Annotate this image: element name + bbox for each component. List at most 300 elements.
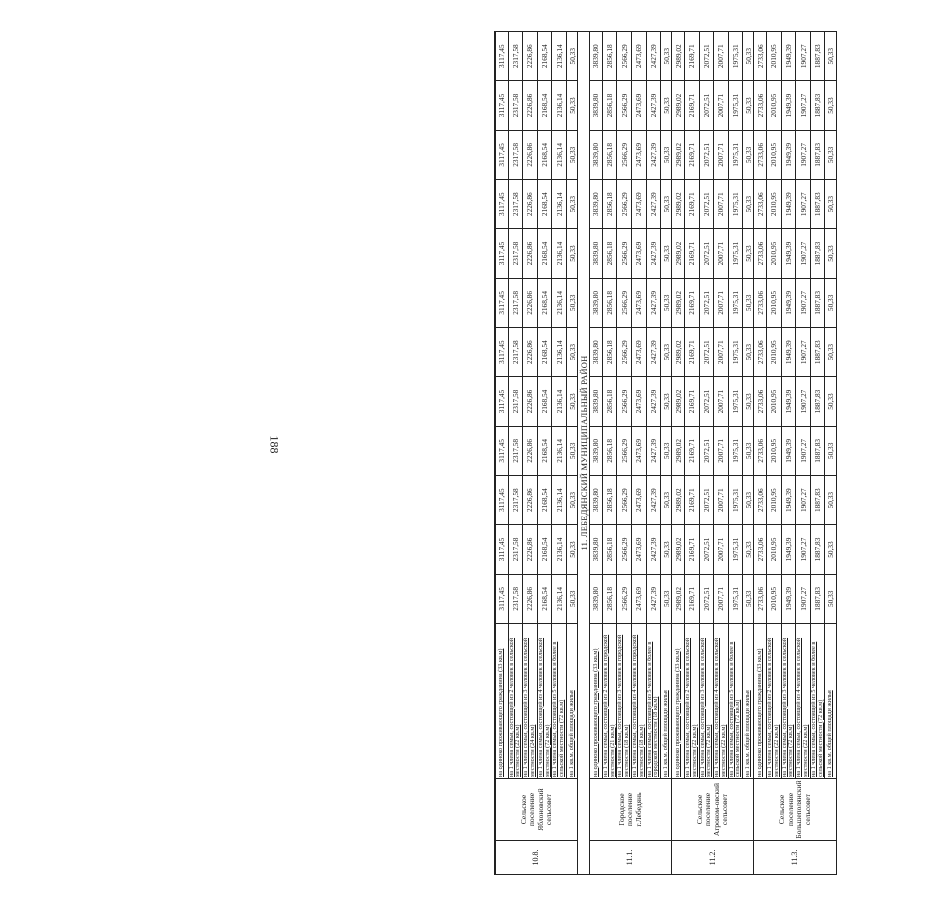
tariff-value: 3839,80 xyxy=(590,229,603,278)
tariff-value: 2007,71 xyxy=(714,476,729,525)
description-text: на одиноко проживающего гражданина (33 кв.м) xyxy=(755,648,763,777)
description-text: на 1 члена семьи, состоящей из 2 человек в сельской местности (22 кв.м) xyxy=(683,637,698,777)
tariff-value: 2733,06 xyxy=(754,278,767,327)
tariff-value: 2856,18 xyxy=(602,278,617,327)
tariff-value: 3839,80 xyxy=(590,377,603,426)
tariff-value: 50,33 xyxy=(743,525,754,574)
tariff-value: 50,33 xyxy=(566,81,577,130)
tariff-value: 3117,45 xyxy=(496,476,509,525)
tariff-value: 2226,86 xyxy=(523,328,538,377)
tariff-value: 2989,02 xyxy=(672,476,685,525)
tariff-value: 2010,95 xyxy=(767,426,782,475)
tariff-value: 2010,95 xyxy=(767,229,782,278)
tariff-value: 50,33 xyxy=(661,476,672,525)
row-description xyxy=(496,624,509,779)
tariff-value: 2427,39 xyxy=(646,377,661,426)
tariff-value: 2169,71 xyxy=(684,278,699,327)
tariff-value: 2136,14 xyxy=(552,426,567,475)
tariff-value: 1975,31 xyxy=(728,130,743,179)
tariff-value: 2007,71 xyxy=(714,278,729,327)
tariff-value: 1907,27 xyxy=(796,278,811,327)
tariff-value: 2169,71 xyxy=(684,525,699,574)
tariff-value: 50,33 xyxy=(825,574,836,623)
tariff-value: 2169,71 xyxy=(684,574,699,623)
tariff-value: 2007,71 xyxy=(714,574,729,623)
tariff-value: 2226,86 xyxy=(523,229,538,278)
tariff-value: 2007,71 xyxy=(714,180,729,229)
row-description xyxy=(754,624,767,779)
tariff-value: 1887,83 xyxy=(810,476,825,525)
tariff-value: 50,33 xyxy=(825,180,836,229)
tariff-value: 2473,69 xyxy=(631,81,646,130)
tariff-value: 50,33 xyxy=(825,377,836,426)
tariff-value: 2566,29 xyxy=(617,328,632,377)
tariff-value: 1975,31 xyxy=(728,81,743,130)
tariff-value: 1887,83 xyxy=(810,180,825,229)
tariff-value: 50,33 xyxy=(825,229,836,278)
tariff-value: 2168,54 xyxy=(537,278,552,327)
tariff-value: 50,33 xyxy=(825,525,836,574)
tariff-value: 2317,58 xyxy=(508,81,523,130)
tariff-value: 1907,27 xyxy=(796,81,811,130)
row-description xyxy=(728,624,743,779)
table-row xyxy=(496,32,509,875)
tariff-value: 1949,39 xyxy=(781,81,796,130)
tariff-value: 2473,69 xyxy=(631,328,646,377)
row-description xyxy=(537,624,552,779)
tariff-value: 3839,80 xyxy=(590,32,603,81)
tariff-value: 3839,80 xyxy=(590,130,603,179)
tariff-value: 3117,45 xyxy=(496,81,509,130)
tariff-value: 3117,45 xyxy=(496,426,509,475)
tariff-value: 1887,83 xyxy=(810,574,825,623)
tariff-value: 1887,83 xyxy=(810,328,825,377)
tariff-value: 1949,39 xyxy=(781,229,796,278)
row-description xyxy=(796,624,811,779)
tariff-value: 2317,58 xyxy=(508,525,523,574)
tariff-value: 2856,18 xyxy=(602,574,617,623)
tariff-value: 2473,69 xyxy=(631,476,646,525)
tariff-value: 2168,54 xyxy=(537,32,552,81)
tariff-value: 2856,18 xyxy=(602,180,617,229)
table-body xyxy=(495,32,837,875)
tariff-value: 50,33 xyxy=(566,525,577,574)
tariff-value: 50,33 xyxy=(661,574,672,623)
row-code: 10.8. xyxy=(496,841,578,875)
tariff-value: 2856,18 xyxy=(602,130,617,179)
table-row xyxy=(714,32,729,875)
tariff-value: 2566,29 xyxy=(617,426,632,475)
tariff-value: 50,33 xyxy=(825,426,836,475)
tariff-value: 50,33 xyxy=(566,328,577,377)
description-text: на 1 члена семьи, состоящей из 4 человек в городской местности (18 кв.м) xyxy=(630,634,645,777)
tariff-value: 2473,69 xyxy=(631,180,646,229)
tariff-value: 2169,71 xyxy=(684,377,699,426)
tariff-value: 2226,86 xyxy=(523,180,538,229)
description-text: на 1 члена семьи, состоящей из 3 человек в сельской местности (72 кв.м) xyxy=(780,637,795,777)
rotated-table-container xyxy=(494,32,929,875)
tariff-value: 50,33 xyxy=(743,426,754,475)
tariff-value: 50,33 xyxy=(743,32,754,81)
row-description xyxy=(523,624,538,779)
tariff-value: 2566,29 xyxy=(617,180,632,229)
tariff-value: 2072,51 xyxy=(699,574,714,623)
tariff-value: 2010,95 xyxy=(767,130,782,179)
row-description xyxy=(767,624,782,779)
tariff-value: 2566,29 xyxy=(617,32,632,81)
table-row xyxy=(728,32,743,875)
tariff-value: 2072,51 xyxy=(699,278,714,327)
tariff-value: 3839,80 xyxy=(590,180,603,229)
tariff-value: 50,33 xyxy=(661,377,672,426)
section-header-row xyxy=(578,32,590,875)
tariff-value: 2473,69 xyxy=(631,130,646,179)
row-description xyxy=(566,624,577,779)
tariff-value: 2010,95 xyxy=(767,278,782,327)
tariff-value: 2427,39 xyxy=(646,574,661,623)
tariff-value: 2226,86 xyxy=(523,426,538,475)
table-row xyxy=(617,32,632,875)
tariff-value: 2856,18 xyxy=(602,328,617,377)
tariff-value: 50,33 xyxy=(743,328,754,377)
tariff-value: 2473,69 xyxy=(631,32,646,81)
row-description xyxy=(684,624,699,779)
tariff-value: 2010,95 xyxy=(767,81,782,130)
tariff-value: 1907,27 xyxy=(796,476,811,525)
description-text: на 1 члена семьи, состоящей из 4 человек в сельской местности (72 кв.м) xyxy=(536,637,551,777)
tariff-value: 2007,71 xyxy=(714,130,729,179)
tariff-value: 2072,51 xyxy=(699,426,714,475)
tariff-value: 2989,02 xyxy=(672,574,685,623)
tariff-value: 2856,18 xyxy=(602,377,617,426)
row-description xyxy=(631,624,646,779)
tariff-value: 2169,71 xyxy=(684,32,699,81)
description-text: на 1 члена семьи, состоящей из 2 человек в сельской местности (22 кв.м) xyxy=(766,637,780,777)
tariff-value: 2733,06 xyxy=(754,229,767,278)
tariff-value: 1907,27 xyxy=(796,32,811,81)
tariff-value: 2168,54 xyxy=(537,574,552,623)
tariff-value: 1975,31 xyxy=(728,574,743,623)
tariff-value: 2856,18 xyxy=(602,229,617,278)
tariff-value: 2136,14 xyxy=(552,130,567,179)
tariff-value: 2169,71 xyxy=(684,81,699,130)
tariff-value: 2136,14 xyxy=(552,180,567,229)
description-text: на 1 члена семьи, состоящей из 5 человек и более в сельской местности (72 кв.м) xyxy=(551,641,566,777)
tariff-value: 2473,69 xyxy=(631,574,646,623)
tariff-value: 2733,06 xyxy=(754,81,767,130)
tariff-value: 2072,51 xyxy=(699,525,714,574)
tariff-value: 50,33 xyxy=(566,574,577,623)
tariff-value: 2317,58 xyxy=(508,130,523,179)
tariff-value: 2317,58 xyxy=(508,476,523,525)
tariff-value: 2733,06 xyxy=(754,377,767,426)
tariff-value: 2733,06 xyxy=(754,32,767,81)
tariff-value: 50,33 xyxy=(566,476,577,525)
tariff-value: 2566,29 xyxy=(617,377,632,426)
tariff-value: 1949,39 xyxy=(781,32,796,81)
tariff-value: 2733,06 xyxy=(754,574,767,623)
tariff-value: 50,33 xyxy=(566,278,577,327)
description-text: на одиноко проживающего гражданина (33 кв.м) xyxy=(673,648,681,777)
tariff-value: 2226,86 xyxy=(523,278,538,327)
tariff-value: 1887,83 xyxy=(810,81,825,130)
tariff-value: 2136,14 xyxy=(552,574,567,623)
description-text: на 1 члена семьи, состоящей из 2 человек в сельской местности (22 кв.м) xyxy=(507,637,522,777)
description-text: на 1 члена семьи, состоящей из 4 человек в сельской местности (22 кв.м) xyxy=(795,637,810,777)
page-number: 188 xyxy=(267,435,282,454)
row-code: 11.1. xyxy=(590,841,672,875)
tariff-value: 2072,51 xyxy=(699,229,714,278)
tariff-value: 2317,58 xyxy=(508,278,523,327)
tariff-value: 50,33 xyxy=(661,32,672,81)
tariff-value: 50,33 xyxy=(661,81,672,130)
tariff-value: 1949,39 xyxy=(781,328,796,377)
tariff-value: 3117,45 xyxy=(496,574,509,623)
description-text: на 1 кв.м. общей площади жилья xyxy=(826,690,834,777)
tariff-value: 2007,71 xyxy=(714,426,729,475)
description-text: на одиноко проживающего гражданина (33 кв.м) xyxy=(591,648,599,777)
description-text: на 1 члена семьи, состоящей из 5 человек и более в сельской местности (72 кв.м) xyxy=(727,641,742,777)
tariff-value: 2010,95 xyxy=(767,377,782,426)
description-text: на 1 члена семьи, состоящей из 5 человек и более в городской местности (18 кв.м) xyxy=(645,641,660,777)
tariff-value: 2168,54 xyxy=(537,180,552,229)
tariff-value: 1887,83 xyxy=(810,229,825,278)
tariff-value: 50,33 xyxy=(661,130,672,179)
tariff-value: 1949,39 xyxy=(781,180,796,229)
tariff-value: 2168,54 xyxy=(537,377,552,426)
tariff-value: 3839,80 xyxy=(590,81,603,130)
section-header: 11. ЛЕБЕДЯНСКИЙ МУНИЦИПАЛЬНЫЙ РАЙОН xyxy=(578,32,590,875)
tariff-value: 2733,06 xyxy=(754,130,767,179)
tariff-value: 2989,02 xyxy=(672,525,685,574)
tariff-value: 2427,39 xyxy=(646,476,661,525)
table-row xyxy=(743,32,754,875)
tariff-value: 1975,31 xyxy=(728,278,743,327)
tariff-value: 50,33 xyxy=(743,130,754,179)
tariff-value: 3117,45 xyxy=(496,278,509,327)
tariff-value: 2010,95 xyxy=(767,180,782,229)
tariff-value: 2317,58 xyxy=(508,426,523,475)
tariff-value: 2169,71 xyxy=(684,180,699,229)
tariff-value: 2733,06 xyxy=(754,426,767,475)
table-row xyxy=(508,32,523,875)
tariff-value: 50,33 xyxy=(743,377,754,426)
tariff-value: 50,33 xyxy=(661,328,672,377)
tariff-value: 2566,29 xyxy=(617,130,632,179)
tariff-value: 1907,27 xyxy=(796,574,811,623)
tariff-value: 2169,71 xyxy=(684,229,699,278)
tariff-value: 3839,80 xyxy=(590,574,603,623)
tariff-value: 1907,27 xyxy=(796,525,811,574)
settlement-name: Сельское поселение Большеполянский сельсовет xyxy=(754,779,836,841)
tariff-value: 1949,39 xyxy=(781,525,796,574)
tariff-value: 2226,86 xyxy=(523,377,538,426)
tariff-value: 1975,31 xyxy=(728,32,743,81)
tariff-value: 2473,69 xyxy=(631,278,646,327)
tariff-value: 2168,54 xyxy=(537,229,552,278)
table-row xyxy=(602,32,617,875)
table-row xyxy=(537,32,552,875)
tariff-value: 2427,39 xyxy=(646,426,661,475)
row-description xyxy=(590,624,603,779)
tariff-value: 2072,51 xyxy=(699,377,714,426)
tariff-value: 2010,95 xyxy=(767,525,782,574)
tariff-value: 2010,95 xyxy=(767,32,782,81)
table-row xyxy=(767,32,782,875)
table-row xyxy=(646,32,661,875)
tariff-value: 1949,39 xyxy=(781,574,796,623)
table-row xyxy=(590,32,603,875)
tariff-value: 2136,14 xyxy=(552,229,567,278)
tariff-value: 2168,54 xyxy=(537,81,552,130)
tariff-value: 1949,39 xyxy=(781,278,796,327)
tariff-value: 2856,18 xyxy=(602,525,617,574)
tariff-value: 1907,27 xyxy=(796,328,811,377)
description-text: на 1 члена семьи, состоящей из 4 человек в сельской местности (22 кв.м) xyxy=(713,637,727,777)
table-row xyxy=(754,32,767,875)
tariff-value: 2072,51 xyxy=(699,476,714,525)
table-row xyxy=(684,32,699,875)
tariff-value: 1975,31 xyxy=(728,525,743,574)
tariff-value: 2169,71 xyxy=(684,130,699,179)
description-text: на 1 члена семьи, состоящей из 3 человек в сельской местности (24 кв.м) xyxy=(522,637,536,777)
tariff-value: 3117,45 xyxy=(496,130,509,179)
tariff-value: 2427,39 xyxy=(646,328,661,377)
tariff-value: 1949,39 xyxy=(781,130,796,179)
tariff-value: 1887,83 xyxy=(810,426,825,475)
tariff-value: 2427,39 xyxy=(646,130,661,179)
tariff-value: 2427,39 xyxy=(646,180,661,229)
tariff-value: 2136,14 xyxy=(552,278,567,327)
settlement-name: Сельское поселение Агроном-овский сельсовет xyxy=(672,779,754,841)
tariff-value: 2566,29 xyxy=(617,81,632,130)
tariff-value: 50,33 xyxy=(566,229,577,278)
tariff-value: 2226,86 xyxy=(523,32,538,81)
table-row xyxy=(566,32,577,875)
tariff-value: 50,33 xyxy=(743,229,754,278)
tariff-value: 3117,45 xyxy=(496,525,509,574)
tariff-value: 3839,80 xyxy=(590,426,603,475)
tariff-value: 50,33 xyxy=(825,32,836,81)
tariff-value: 3117,45 xyxy=(496,377,509,426)
tariff-value: 2072,51 xyxy=(699,32,714,81)
row-code: 11.2. xyxy=(672,841,754,875)
tariff-value: 1975,31 xyxy=(728,180,743,229)
description-text: на 1 кв.м. общей площади жилья xyxy=(567,690,575,777)
tariff-value: 2317,58 xyxy=(508,180,523,229)
row-description xyxy=(825,624,836,779)
tariff-value: 2989,02 xyxy=(672,81,685,130)
tariff-value: 2566,29 xyxy=(617,476,632,525)
description-text: на 1 члена семьи, состоящей из 3 человек в городской местности (18 кв.м) xyxy=(616,634,631,777)
tariff-value: 50,33 xyxy=(566,130,577,179)
description-text: на 1 члена семьи, состоящей из 2 человек в городской местности (21 кв.м) xyxy=(601,634,616,777)
tariff-value: 1887,83 xyxy=(810,278,825,327)
tariff-value: 2989,02 xyxy=(672,229,685,278)
tariff-value: 2989,02 xyxy=(672,180,685,229)
tariff-value: 2317,58 xyxy=(508,328,523,377)
tariff-value: 2989,02 xyxy=(672,32,685,81)
tariff-value: 2169,71 xyxy=(684,328,699,377)
tariff-value: 1907,27 xyxy=(796,130,811,179)
tariff-value: 2989,02 xyxy=(672,130,685,179)
tariff-value: 2427,39 xyxy=(646,278,661,327)
tariff-value: 50,33 xyxy=(743,81,754,130)
tariff-value: 2010,95 xyxy=(767,476,782,525)
tariff-value: 2072,51 xyxy=(699,180,714,229)
tariff-value: 3117,45 xyxy=(496,328,509,377)
tariff-table xyxy=(494,31,837,875)
tariff-value: 2856,18 xyxy=(602,32,617,81)
row-description xyxy=(508,624,523,779)
tariff-value: 2010,95 xyxy=(767,574,782,623)
tariff-value: 3117,45 xyxy=(496,180,509,229)
row-description xyxy=(781,624,796,779)
table-row xyxy=(661,32,672,875)
row-description xyxy=(672,624,685,779)
tariff-value: 2072,51 xyxy=(699,130,714,179)
tariff-value: 2989,02 xyxy=(672,377,685,426)
tariff-value: 2733,06 xyxy=(754,476,767,525)
tariff-value: 1907,27 xyxy=(796,377,811,426)
tariff-value: 2566,29 xyxy=(617,278,632,327)
tariff-value: 50,33 xyxy=(661,278,672,327)
tariff-value: 2856,18 xyxy=(602,426,617,475)
tariff-value: 50,33 xyxy=(661,525,672,574)
tariff-value: 50,33 xyxy=(566,426,577,475)
table-row xyxy=(810,32,825,875)
tariff-value: 2136,14 xyxy=(552,377,567,426)
row-description xyxy=(602,624,617,779)
tariff-value: 1975,31 xyxy=(728,476,743,525)
row-code: 11.3. xyxy=(754,841,836,875)
tariff-value: 2136,14 xyxy=(552,476,567,525)
tariff-value: 2427,39 xyxy=(646,229,661,278)
row-description xyxy=(810,624,825,779)
tariff-value: 50,33 xyxy=(566,180,577,229)
tariff-value: 2427,39 xyxy=(646,525,661,574)
tariff-value: 2007,71 xyxy=(714,32,729,81)
description-text: на 1 кв.м. общей площади жилья xyxy=(661,690,669,777)
tariff-value: 2856,18 xyxy=(602,476,617,525)
tariff-value: 2136,14 xyxy=(552,32,567,81)
tariff-value: 50,33 xyxy=(825,278,836,327)
tariff-value: 1887,83 xyxy=(810,32,825,81)
tariff-value: 1975,31 xyxy=(728,426,743,475)
row-description xyxy=(699,624,714,779)
tariff-value: 50,33 xyxy=(743,180,754,229)
tariff-value: 2473,69 xyxy=(631,377,646,426)
row-description xyxy=(743,624,754,779)
tariff-value: 3117,45 xyxy=(496,32,509,81)
table-row xyxy=(781,32,796,875)
tariff-value: 2317,58 xyxy=(508,32,523,81)
tariff-value: 50,33 xyxy=(825,328,836,377)
tariff-value: 3839,80 xyxy=(590,328,603,377)
tariff-value: 2989,02 xyxy=(672,278,685,327)
tariff-value: 1907,27 xyxy=(796,180,811,229)
tariff-value: 2168,54 xyxy=(537,328,552,377)
table-row xyxy=(825,32,836,875)
row-description xyxy=(552,624,567,779)
tariff-value: 2169,71 xyxy=(684,476,699,525)
tariff-value: 2566,29 xyxy=(617,525,632,574)
tariff-value: 50,33 xyxy=(743,574,754,623)
tariff-value: 2473,69 xyxy=(631,229,646,278)
description-text: на 1 кв.м. общей площади жилья xyxy=(743,690,751,777)
tariff-value: 2733,06 xyxy=(754,328,767,377)
tariff-value: 2226,86 xyxy=(523,81,538,130)
